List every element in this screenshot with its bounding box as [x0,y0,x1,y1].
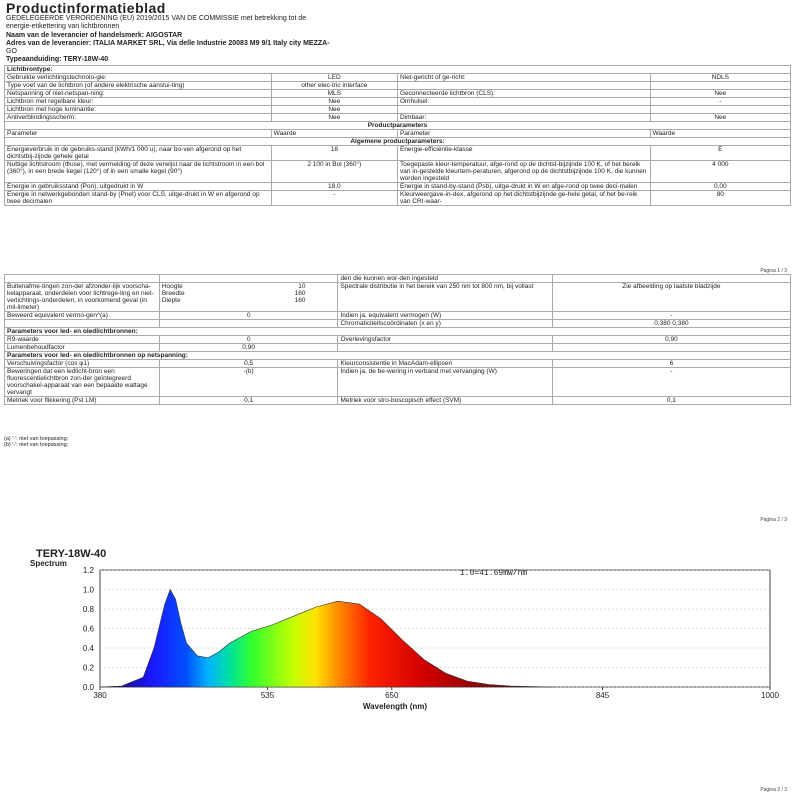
regulation-line-1: GEDELEGEERDE VERORDENING (EU) 2019/2015 VAN DE COMMISSIE met betrekking tot de [6,15,307,22]
table-row [5,161,791,183]
table-cell: Energie in stand-by-stand (Psb), uitge-drukt in W en afge-rond op twee deci-malen [397,183,650,191]
table-cell: 0,5 [159,360,338,368]
table-row [5,106,791,114]
table-cell: MLS [271,90,397,98]
table-row [5,360,791,368]
y-tick-label: 0.4 [82,644,94,653]
page-number: Pagina 2 / 3 [760,517,787,523]
table-row [5,114,791,122]
table-cell: - [552,368,790,397]
table-cell: Dimbaar: [397,114,650,122]
chart-title: TERY-18W-40 [36,548,107,560]
y-tick-label: 0.8 [82,605,94,614]
table-cell: E [650,146,790,161]
table-cell: - [552,312,790,320]
y-tick-label: 1.2 [82,566,94,575]
table-cell: Indien ja, de be-wering in verband met vervanging (W) [338,368,552,397]
page-number: Pagina 1 / 3 [760,268,787,274]
table-cell: 0,380 0,380 [552,320,790,328]
page-number: Pagina 3 / 3 [760,787,787,793]
table-row [5,397,791,405]
table-cell: Lichtbron met regelbare kleur: [5,98,272,106]
table-cell: Nuttige lichtstroom (Φuse), met vermelding of deze verwijst naar de lichtstroom in een bol (360°), in een brede kegel (120°) of in een smalle kegel (90°) [5,161,272,183]
table-cell [552,344,790,352]
x-tick-label: 845 [595,691,610,700]
table-cell: Nee [271,98,397,106]
table-cell: Nee [271,106,397,114]
chart-annotation: 1.0=41.69mW/nm [460,569,528,578]
light-source-type-header: Lichtbrontype: [5,66,791,74]
value-col-header: Waarde [271,130,397,138]
y-axis-label: Spectrum [30,559,67,568]
supplier-address-cont: GO [6,48,17,55]
table-cell: 0,1 [159,397,338,405]
table-cell: Energieverbruik in de gebruiks-stand (kWh/1 000 u), naar bo-ven afgerond op het dichtstbij-zijnde gehele getal [5,146,272,161]
table-cell: 0,00 [650,183,790,191]
table-cell: Verschuivingsfactor (cos φ1) [5,360,160,368]
table-cell: Kleurweergave-in-dex, afgerond op het dichtstbijzijnde ge-hele getal, of het be-reik van CRI-waar- [397,191,650,206]
led-params-header: Parameters voor led- en oledlichtbronnen: [5,328,791,336]
table-cell: Chromaticiteitscoördinaten (x en y) [338,320,552,328]
table-cell [397,106,650,114]
footnote: (b) '-': niet van toepassing; [4,442,69,448]
table-cell: Metriek voor stro-boscopisch effect (SVM) [338,397,552,405]
table-cell: R9-waarde [5,336,160,344]
table-cell: Energie-efficiëntie-klasse [397,146,650,161]
table-cell: Lumenbehoudfactor [5,344,160,352]
table-cell: den die kunnen wor-den ingesteld [338,275,552,283]
table-row [5,336,791,344]
regulation-line-2: energie-etikettering van lichtbronnen [6,23,120,30]
table-cell: Type voet van de lichtbron (of andere elektrische aanslui-ting) [5,82,272,90]
table-cell: Niet-gericht of ge-richt: [397,74,650,82]
table-cell [397,82,650,90]
table-row [5,98,791,106]
table-row [5,183,791,191]
table-cell: LED [271,74,397,82]
table-cell: Overlevingsfactor [338,336,552,344]
supplier-name: Naam van de leverancier of handelsmerk: AIGOSTAR [6,32,183,39]
supplier-address: Adres van de leverancier: ITALIA MARKET SRL, Via delle Industrie 20083 M9 9/1 Italy city MEZZA- [6,40,330,47]
table-cell: Netspanning of niet-netspan-ning: [5,90,272,98]
table-cell: 6 [552,360,790,368]
page-2 [0,270,795,525]
table-cell: Antiverblindingsscherm: [5,114,272,122]
table-cell: Kleurconsistentie in MacAdam-ellipsen [338,360,552,368]
continued-table [4,274,791,405]
table-cell: 0,90 [552,336,790,344]
table-cell [159,275,338,283]
table-cell: Indien ja, equivalent vermogen (W) [338,312,552,320]
table-cell: 4 000 [650,161,790,183]
table-row [5,344,791,352]
table-cell: 80 [650,191,790,206]
page-1 [0,0,795,274]
table-cell: - [650,98,790,106]
general-params-header: Algemene productparameters: [5,138,791,146]
dim-label: Diepte [161,297,181,304]
mains-params-header: Parameters voor led- en oledlichtbronnen op netspanning: [5,352,791,360]
table-row [5,191,791,206]
table-cell: Beweerd equivalent vermo-gen^(a) [5,312,160,320]
table-cell: 2 100 in Bol (360°) [271,161,397,183]
table-row [5,82,791,90]
table-cell [552,275,790,283]
dim-value: 160 [294,297,306,304]
x-tick-label: 380 [93,691,107,700]
x-tick-label: 650 [385,691,399,700]
y-tick-label: 1.0 [82,585,94,595]
table-cell: - [271,191,397,206]
table-cell: Energie in gebruiksstand (Pon), uitgedrukt in W [5,183,272,191]
dim-value: 160 [294,290,306,297]
table-row [5,146,791,161]
table-cell: Beweringen dat een ledlicht-bron een fluorescentielichtbron zon-der geïntegreerd voorschakel-apparaat van een bepaalde wattage vervangt [5,368,160,397]
y-tick-label: 0.0 [82,683,94,692]
table-cell: 18,0 [271,183,397,191]
product-params-header: Productparameters [5,122,791,130]
table-cell: Nee [271,114,397,122]
dim-value: 10 [298,283,306,290]
value-col-header: Waarde [650,130,790,138]
model-identifier: Typeaanduiding: TERY-18W-40 [6,56,109,63]
table-cell: 0 [159,336,338,344]
spectrum-chart [0,525,795,795]
table-cell: Omhulsel: [397,98,650,106]
x-tick-label: 535 [260,691,275,700]
table-cell: Metriek voor flikkering (Pst LM) [5,397,160,405]
table-cell [5,275,160,283]
table-cell: NDLS [650,74,790,82]
table-cell: Gebruikte verlichtingstechnolo-gie: [5,74,272,82]
light-source-table [4,65,791,206]
table-cell: Spectrale distributie in het bereik van 250 nm tot 800 nm, bij vollast [338,283,552,312]
table-cell: Nee [650,90,790,98]
page-3 [0,525,795,795]
table-cell: 0,1 [552,397,790,405]
table-cell [159,320,338,328]
footnote: (a) '-': niet van toepassing; [4,436,69,442]
table-cell [5,320,160,328]
table-row [5,74,791,82]
table-cell: Toegepaste kleur-temperatuur, afge-rond op de dichtst-bijzijnde 100 K, of het bereik van in-gestelde kleurtem-peraturen, afgerond op de dichtstbijzijnde 100 K, die kunnen worden ingesteld [397,161,650,183]
table-cell [650,106,790,114]
table-cell: -(b) [159,368,338,397]
table-cell: Lichtbron met hoge luminantie: [5,106,272,114]
table-cell: 18 [271,146,397,161]
table-cell: Nee [650,114,790,122]
page-title: Productinformatieblad [6,0,166,16]
table-cell: 0 [159,312,338,320]
table-cell: Zie afbeelding op laatste bladzijde [552,283,790,312]
dim-label: Breedte [161,290,185,297]
x-tick-label: 1000 [761,691,779,700]
table-row [5,90,791,98]
dimensions-values [159,283,338,312]
dimensions-label: Buitenafme-tingen zon-der afzonder-lijk voorscha-kelapparaat, onderdelen voor lichtrege-ling en niet-verlichtings-onderdelen, in voorkomend geval (in mil-limeter) [5,283,160,312]
dim-label: Hoogte [161,283,183,290]
param-col-header: Parameter [5,130,272,138]
table-cell: Energie in netwerkgebonden stand-by (Pnet) voor CLS, uitge-drukt in W en afgerond op twee decimalen [5,191,272,206]
table-cell [338,344,552,352]
spectrum-area [100,590,554,688]
x-axis-label: Wavelength (nm) [362,702,428,711]
table-cell: other elec-tric interface [271,82,397,90]
table-row [5,368,791,397]
y-tick-label: 0.2 [82,663,94,673]
y-tick-label: 0.6 [82,624,94,634]
table-cell: Geconnecteerde lichtbron (CLS): [397,90,650,98]
table-cell [650,82,790,90]
param-col-header: Parameter [397,130,650,138]
table-cell: 0,90 [159,344,338,352]
